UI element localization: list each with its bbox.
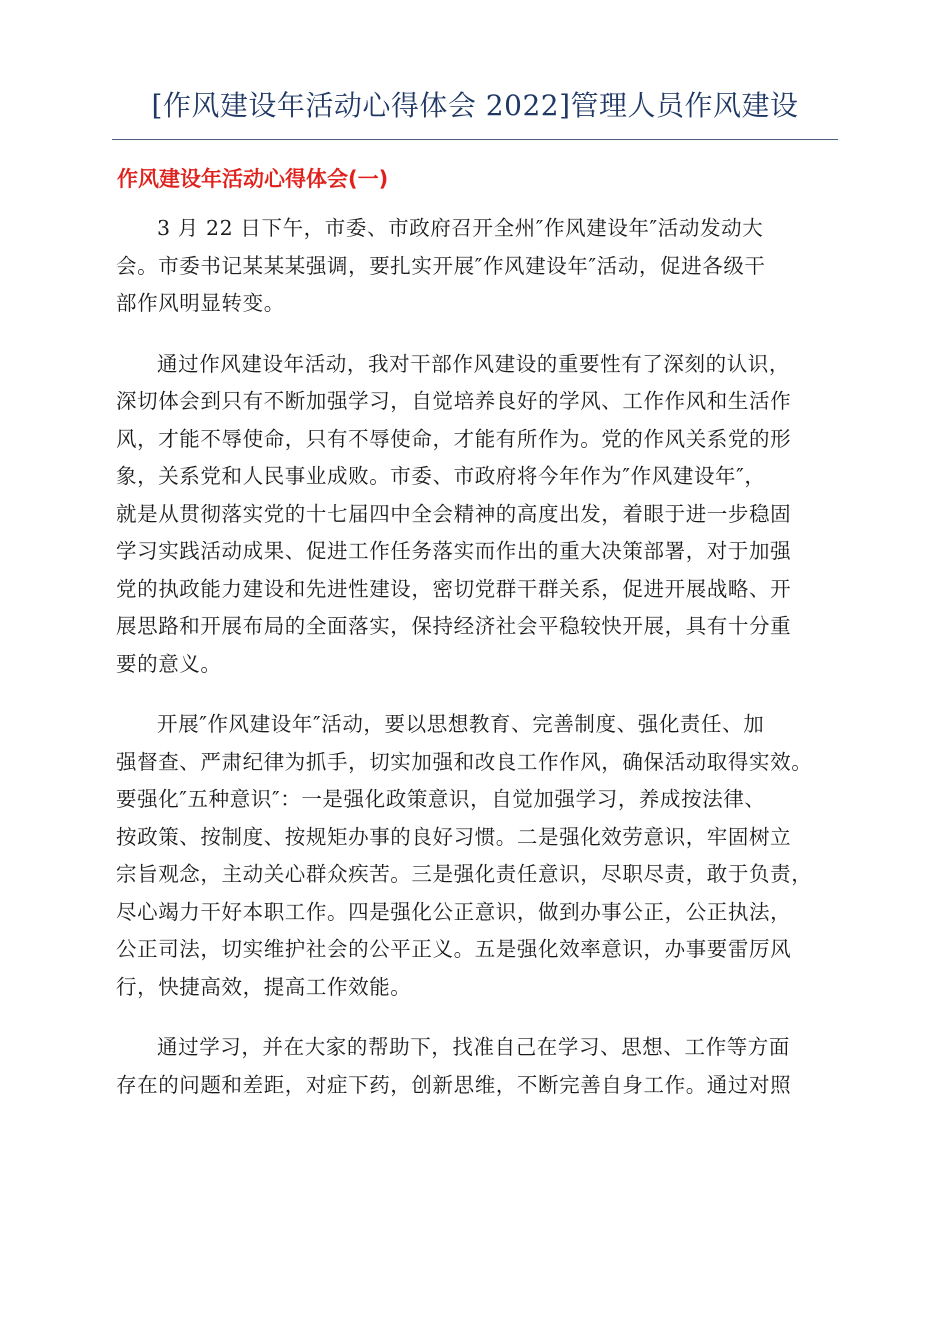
text-line: 尽心竭力干好本职工作。四是强化公正意识，做到办事公正，公正执法， [116,899,792,924]
paragraph-2 [116,346,840,684]
text-line: 通过作风建设年活动，我对干部作风建设的重要性有了深刻的认识， [157,351,790,376]
text-line: 公正司法，切实维护社会的公平正义。五是强化效率意识，办事要雷厉风 [116,937,792,961]
title-divider [112,139,838,140]
text-line: 部作风明显转变。 [116,291,285,315]
document-body [116,210,840,1127]
text-line: 党的执政能力建设和先进性建设，密切党群干群关系，促进开展战略、开 [116,576,792,601]
text-line: 通过学习，并在大家的帮助下，找准自己在学习、思想、工作等方面 [157,1035,790,1059]
text-line: 风，才能不辱使命，只有不辱使命，才能有所作为。党的作风关系党的形 [116,426,792,451]
text-line: 存在的问题和差距，对症下药，创新思维，不断完善自身工作。通过对照 [116,1072,792,1097]
text-line: 要强化″五种意识″：一是强化政策意识，自觉加强学习，养成按法律、 [116,787,766,811]
text-line: 3 月 22 日下午，市委、市政府召开全州″作风建设年″活动发动大 [157,216,764,240]
document-title: [作风建设年活动心得体会 2022]管理人员作风建设 [151,89,799,122]
text-line: 按政策、按制度、按规矩办事的良好习惯。二是强化效劳意识，牢固树立 [116,824,792,849]
paragraph-4 [116,1029,840,1104]
text-line: 会。市委书记某某某强调，要扎实开展″作风建设年″活动，促进各级干 [116,253,766,278]
text-line: 要的意义。 [116,651,222,676]
text-line: 深切体会到只有不断加强学习，自觉培养良好的学风、工作作风和生活作 [116,389,792,413]
paragraph-3 [116,706,840,1006]
text-line: 宗旨观念，主动关心群众疾苦。三是强化责任意识，尽职尽责，敢于负责， [116,862,813,886]
text-line: 就是从贯彻落实党的十七届四中全会精神的高度出发，着眼于进一步稳固 [116,501,792,526]
text-line: 象，关系党和人民事业成败。市委、市政府将今年作为″作风建设年″， [116,464,766,488]
text-line: 展思路和开展布局的全面落实，保持经济社会平稳较快开展，具有十分重 [116,614,792,638]
paragraph-1 [116,210,840,323]
text-line: 学习实践活动成果、促进工作任务落实而作出的重大决策部署，对于加强 [116,539,792,563]
section-heading: 作风建设年活动心得体会(一) [117,167,389,191]
text-line: 强督查、严肃纪律为抓手，切实加强和改良工作作风，确保活动取得实效。 [116,749,813,774]
text-line: 开展″作风建设年″活动，要以思想教育、完善制度、强化责任、加 [157,712,765,736]
text-line: 行，快捷高效，提高工作效能。 [116,974,412,999]
